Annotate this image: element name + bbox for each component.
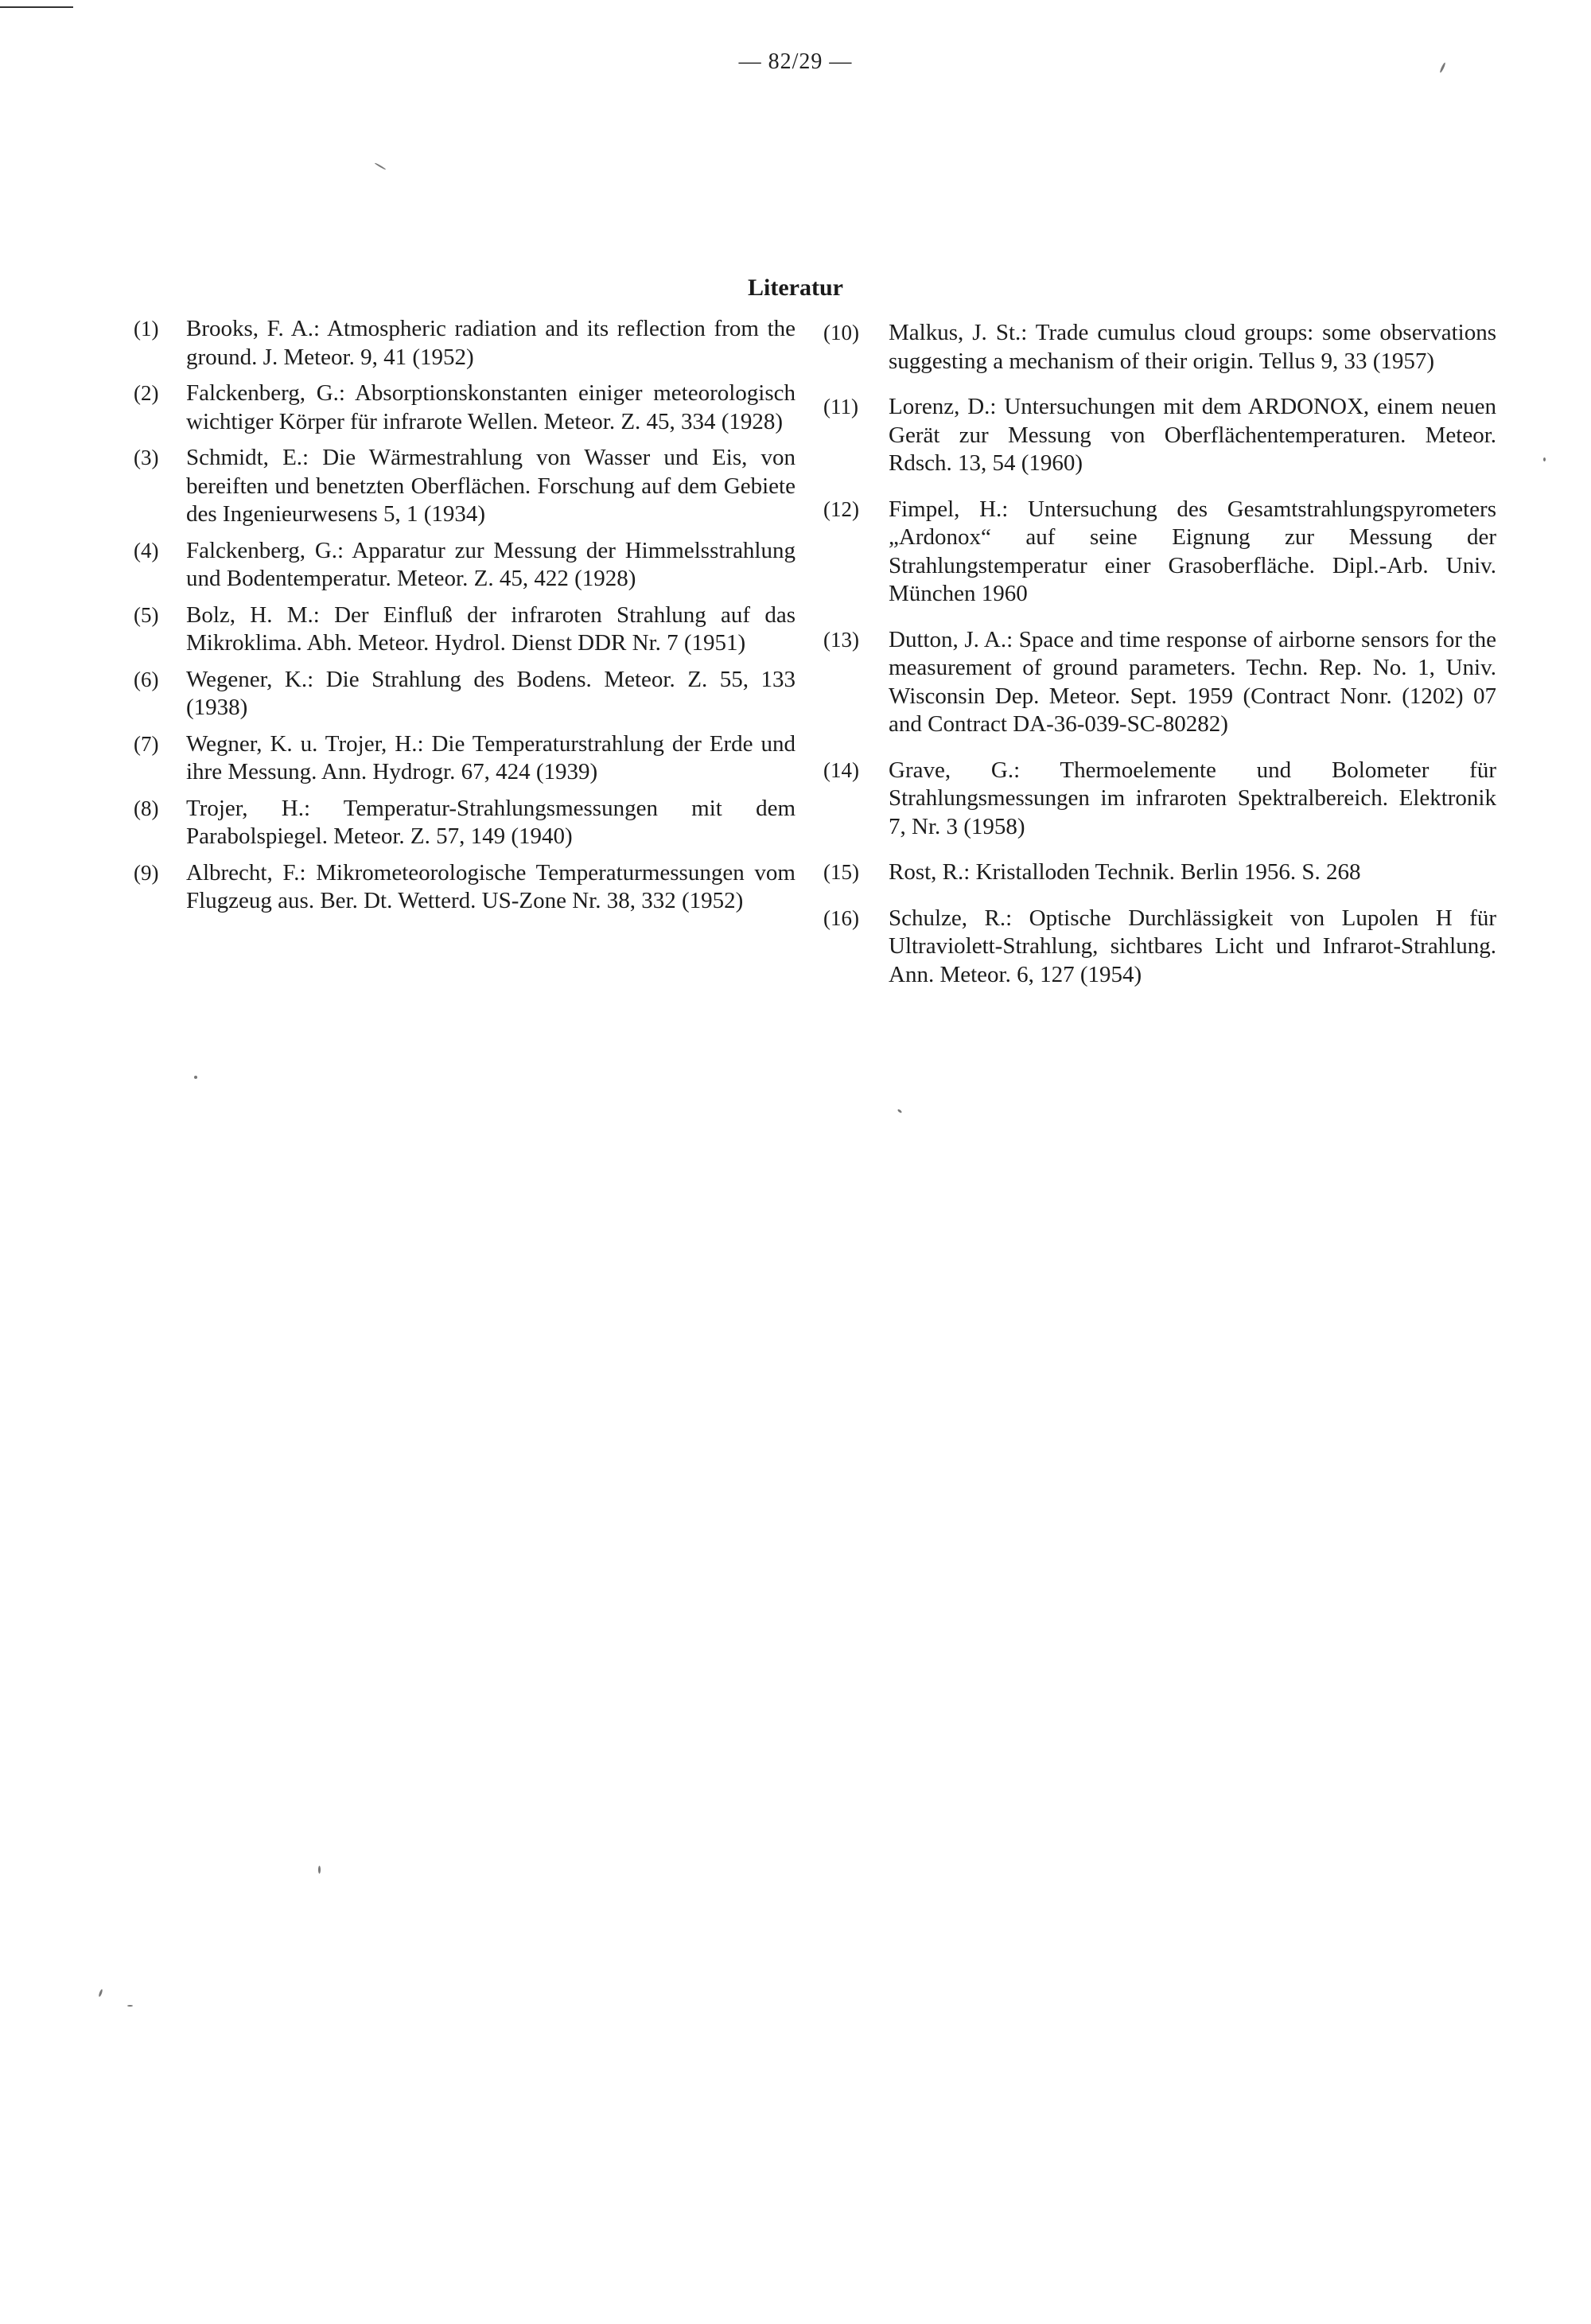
reference-text: Rost, R.: Kristalloden Technik. Berlin 1956. S. 268 — [889, 859, 1361, 885]
reference-item — [134, 601, 796, 658]
reference-number: (6) — [134, 667, 159, 691]
reference-text: Lorenz, D.: Untersuchungen mit dem ARDONOX, einem neuen Gerät zur Messung von Oberflächentemperaturen. Meteor. Rdsch. 13, 54 (1960) — [889, 394, 1496, 476]
scan-speck — [318, 1866, 321, 1874]
reference-item — [134, 730, 796, 787]
reference-number: (14) — [823, 757, 859, 782]
reference-number: (15) — [823, 860, 859, 884]
reference-text: Schulze, R.: Optische Durchlässigkeit von Lupolen H für Ultraviolett-Strahlung, sichtbares Licht und Infrarot-Strahlung. Ann. Meteor. 6, 127 (1954) — [889, 905, 1496, 987]
reference-text: Dutton, J. A.: Space and time response of airborne sensors for the measurement of ground parameters. Techn. Rep. No. 1, Univ. Wisconsin Dep. Meteor. Sept. 1959 (Contract Nonr. (1202) 07 and Contract DA-36-039-SC-80282) — [889, 626, 1496, 737]
reference-number: (3) — [134, 446, 159, 469]
reference-text: Falckenberg, G.: Apparatur zur Messung der Himmelsstrahlung und Bodentemperatur. Meteor. Z. 45, 422 (1928) — [186, 537, 796, 591]
reference-item — [134, 444, 796, 529]
reference-number: (16) — [823, 905, 859, 930]
section-heading: Literatur — [748, 274, 843, 301]
reference-item — [134, 859, 796, 916]
scan-speck — [375, 162, 387, 170]
reference-text: Albrecht, F.: Mikrometeorologische Temperaturmessungen vom Flugzeug aus. Ber. Dt. Wetterd. US-Zone Nr. 38, 332 (1952) — [186, 859, 796, 913]
reference-text: Grave, G.: Thermoelemente und Bolometer für Strahlungsmessungen im infraroten Spektralbereich. Elektronik 7, Nr. 3 (1958) — [889, 757, 1496, 839]
reference-number: (12) — [823, 496, 859, 521]
scan-speck — [194, 1076, 197, 1079]
scan-speck — [127, 2005, 133, 2007]
reference-column-right — [823, 319, 1496, 989]
reference-number: (10) — [823, 321, 859, 345]
reference-item — [134, 795, 796, 851]
reference-item — [823, 858, 1496, 887]
reference-number: (13) — [823, 627, 859, 652]
reference-item — [134, 537, 796, 594]
reference-text: Wegener, K.: Die Strahlung des Bodens. Meteor. Z. 55, 133 (1938) — [186, 666, 796, 720]
reference-number: (8) — [134, 796, 159, 820]
reference-item — [134, 315, 796, 372]
reference-number: (11) — [823, 395, 858, 418]
scan-speck — [1543, 457, 1546, 461]
reference-item — [823, 496, 1496, 609]
reference-text: Bolz, H. M.: Der Einfluß der infraroten Strahlung auf das Mikroklima. Abh. Meteor. Hydrol. Dienst DDR Nr. 7 (1951) — [186, 601, 796, 656]
reference-number: (2) — [134, 381, 159, 405]
reference-item — [823, 626, 1496, 739]
reference-item — [823, 757, 1496, 842]
reference-number: (1) — [134, 317, 159, 341]
reference-item — [134, 380, 796, 436]
reference-number: (9) — [134, 860, 159, 885]
reference-text: Malkus, J. St.: Trade cumulus cloud groups: some observations suggesting a mechanism of their origin. Tellus 9, 33 (1957) — [889, 320, 1496, 374]
reference-item — [823, 905, 1496, 990]
top-rule — [0, 6, 73, 8]
scan-speck — [897, 1108, 903, 1113]
reference-number: (7) — [134, 731, 159, 756]
reference-text: Fimpel, H.: Untersuchung des Gesamtstrahlungspyrometers „Ardonox“ auf seine Eignung zur Messung der Strahlungstemperatur einer Grasoberfläche. Dipl.-Arb. Univ. München 1960 — [889, 496, 1496, 606]
reference-text: Brooks, F. A.: Atmospheric radiation and its reflection from the ground. J. Meteor. 9, 41 (1952) — [186, 316, 796, 370]
reference-item — [823, 393, 1496, 478]
scan-speck — [98, 1989, 103, 1997]
reference-text: Wegner, K. u. Trojer, H.: Die Temperaturstrahlung der Erde und ihre Messung. Ann. Hydrogr. 67, 424 (1939) — [186, 730, 796, 784]
reference-item — [134, 666, 796, 722]
reference-text: Trojer, H.: Temperatur-Strahlungsmessungen mit dem Parabolspiegel. Meteor. Z. 57, 149 (1940) — [186, 795, 796, 849]
reference-number: (5) — [134, 602, 159, 627]
reference-item — [823, 319, 1496, 376]
reference-text: Schmidt, E.: Die Wärmestrahlung von Wasser und Eis, von bereiften und benetzten Oberflächen. Forschung auf dem Gebiete des Ingenieurwesens 5, 1 (1934) — [186, 445, 796, 527]
reference-number: (4) — [134, 538, 159, 563]
page-number: — 82/29 — — [738, 49, 853, 74]
reference-column-left — [134, 315, 796, 916]
reference-text: Falckenberg, G.: Absorptionskonstanten einiger meteorologisch wichtiger Körper für infrarote Wellen. Meteor. Z. 45, 334 (1928) — [186, 380, 796, 434]
